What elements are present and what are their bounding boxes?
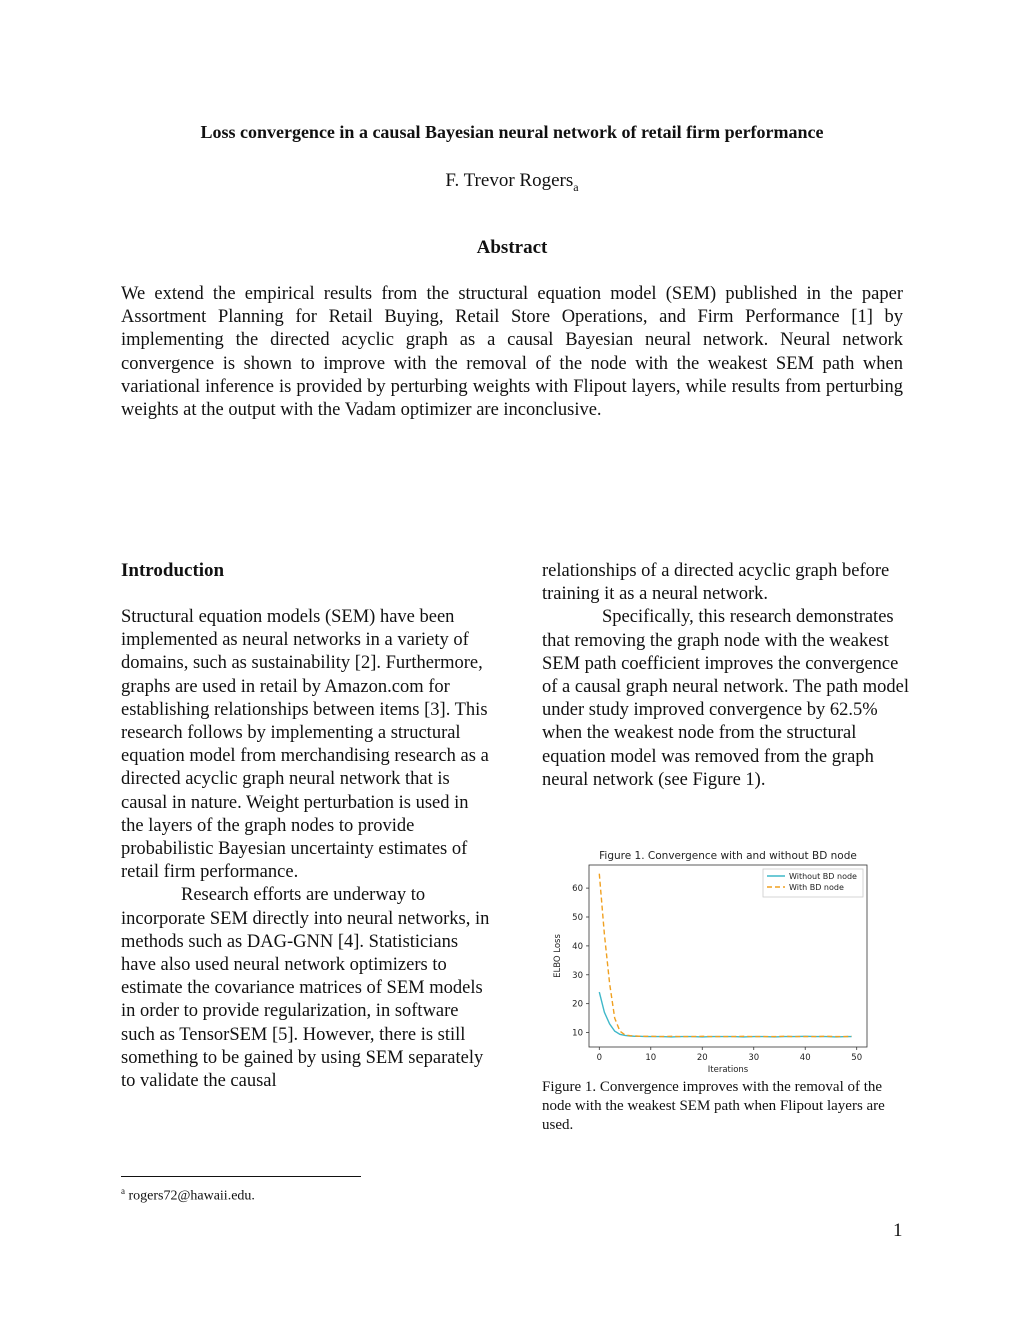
legend-label-1: Without BD node xyxy=(789,872,857,881)
intro-paragraph-1: Structural equation models (SEM) have been implemented as neural networks in a variety of domains, such as sustainability [2]. Furthermore, graphs are used in retail by Amazon.com for establishing relationships between items [3]. This research follows by implementing a structural equation model from merchandising research as a directed acyclic graph neural network that is causal in nature. Weight perturbation is used in the layers of the graph nodes to provide probabilistic Bayesian uncertainty estimates of retail firm performance. xyxy=(121,607,489,883)
author-line xyxy=(0,170,1024,195)
y-tick-label: 60 xyxy=(572,884,583,895)
footnote xyxy=(121,1186,255,1205)
convergence-chart xyxy=(545,845,875,1077)
intro-paragraph-3: relationships of a directed acyclic graph before training it as a neural network. xyxy=(542,561,890,605)
footnote-rule xyxy=(121,1176,361,1177)
y-tick-label: 20 xyxy=(572,999,583,1010)
page-number: 1 xyxy=(893,1220,903,1241)
author-name: F. Trevor Rogers xyxy=(445,170,574,191)
y-tick-label: 30 xyxy=(572,970,583,981)
y-tick-label: 40 xyxy=(572,941,583,952)
x-tick-label: 50 xyxy=(851,1053,863,1063)
introduction-heading: Introduction xyxy=(121,560,225,581)
paper-title: Loss convergence in a causal Bayesian neural network of retail firm performance xyxy=(200,122,824,142)
intro-paragraph-4: Specifically, this research demonstrates that removing the graph node with the weakest SEM path coefficient improves the convergence of a causal graph neural network. The path model under study improved convergence by 62.5% when the weakest node from the structural equation model was removed from the graph neural network (see Figure 1). xyxy=(542,607,909,790)
figure-1 xyxy=(545,845,875,1077)
abstract-text: We extend the empirical results from the structural equation model (SEM) published in the paper Assortment Planning for Retail Buying, Retail Store Operations, and Firm Performance [1] by implementing the directed acyclic graph as a causal Bayesian neural network. Neural network convergence is shown to improve with the removal of the node with the weakest SEM path when variational inference is provided by perturbing weights with Flipout layers, while results from perturbing weights at the output with the Vadam optimizer are inconclusive. xyxy=(121,284,903,421)
y-tick-label: 10 xyxy=(572,1028,583,1039)
author-affiliation-mark: a xyxy=(573,179,579,194)
footnote-mark: a xyxy=(121,1186,125,1196)
y-tick-label: 50 xyxy=(572,913,583,923)
x-tick-label: 30 xyxy=(748,1053,760,1063)
abstract-heading: Abstract xyxy=(476,237,548,258)
x-axis-label: Iterations xyxy=(707,1065,749,1075)
left-column xyxy=(121,606,493,1093)
x-tick-label: 10 xyxy=(645,1053,657,1063)
figure-caption: Figure 1. Convergence improves with the removal of the node with the weakest SEM path when Flipout layers are used. xyxy=(542,1079,885,1133)
legend-label-2: With BD node xyxy=(789,883,844,892)
x-tick-label: 0 xyxy=(596,1053,603,1063)
intro-paragraph-2: Research efforts are underway to incorporate SEM directly into neural networks, in methods such as DAG-GNN [4]. Statisticians have also used neural network optimizers to estimate the covariance matrices of SEM models in order to provide regularization, in software such as TensorSEM [5]. However, there is still something to be gained by using SEM separately to validate the causal xyxy=(121,885,490,1092)
x-tick-label: 40 xyxy=(799,1053,811,1063)
x-tick-label: 20 xyxy=(696,1053,708,1063)
right-column xyxy=(542,560,914,792)
y-axis-label: ELBO Loss xyxy=(553,934,563,978)
footnote-email: rogers72@hawaii.edu. xyxy=(128,1188,255,1204)
chart-title: Figure 1. Convergence with and without BD node xyxy=(599,850,857,862)
